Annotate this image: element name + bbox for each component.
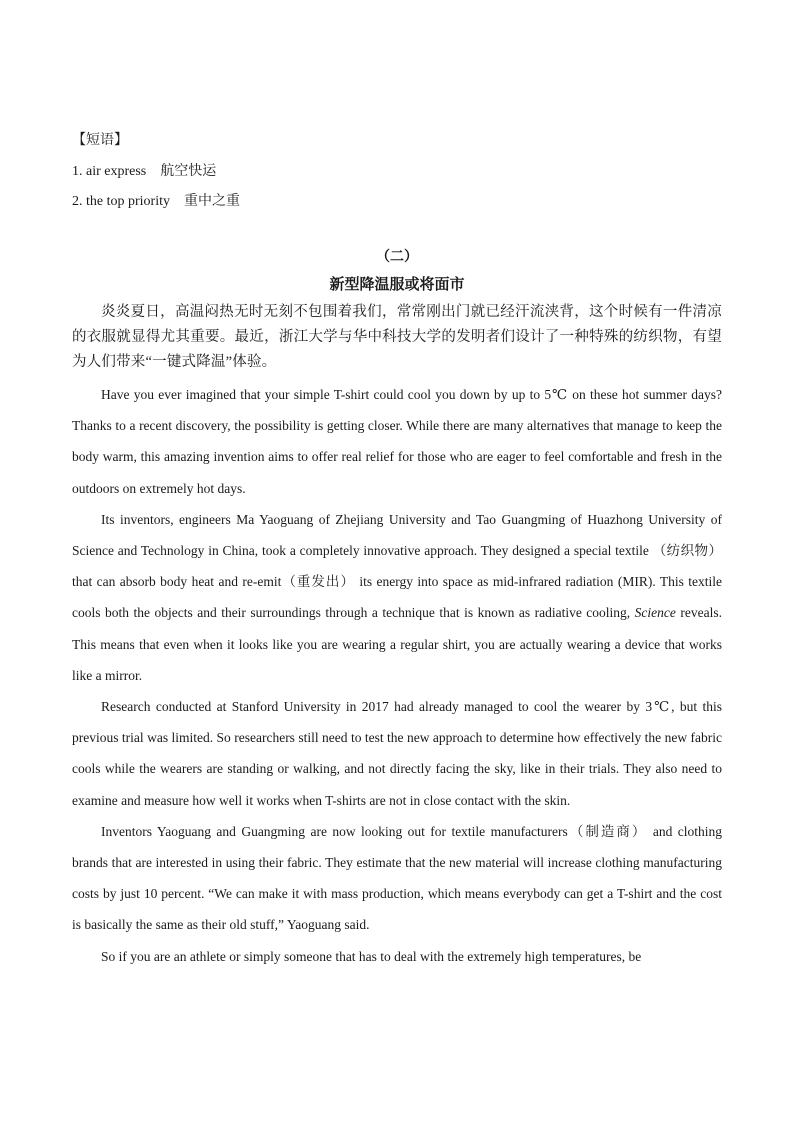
paragraph-2 <box>72 504 722 691</box>
phrase-item-1 <box>72 162 722 182</box>
paragraph-2-text-b: reveals. This means that even when it looks like you are wearing a regular shirt, you are actually wearing a device that works like a mirror. <box>72 605 722 683</box>
phrase-item-2 <box>72 192 722 212</box>
paragraph-3: Research conducted at Stanford University in 2017 had already managed to cool the wearer by 3℃, but this previous trial was limited. So researchers still need to test the new approach to determine how effectively the new fabric cools while the wearers are standing or walking, and not directly facing the sky, like in their trials. They also need to examine and measure how well it works when T-shirts are not in close contact with the skin. <box>72 699 722 808</box>
phrase-zh: 航空快运 <box>160 164 217 179</box>
paragraph-2-source: Science <box>634 605 676 621</box>
phrases-section-label: 【短语】 <box>72 133 128 148</box>
phrase-zh: 重中之重 <box>184 194 240 209</box>
paragraph-1: Have you ever imagined that your simple T-shirt could cool you down by up to 5℃ on these hot summer days? Thanks to a recent discovery, the possibility is getting closer. While there are many alternatives that manage to keep the body warm, this amazing invention aims to offer real relief for those who are eager to feel comfortable and fresh in the outdoors on extremely hot days. <box>72 387 722 496</box>
page-content <box>72 131 722 972</box>
part-number: （二） <box>376 250 418 265</box>
paragraph-4: Inventors Yaoguang and Guangming are now looking out for textile manufacturers（制造商） and clothing brands that are interested in using their fabric. They estimate that the new material will increase clothing manufacturing costs by just 10 percent. “We can make it with mass production, which means everybody can get a T-shirt and the cost is basically the same as their old stuff,” Yaoguang said. <box>72 823 722 933</box>
article-title: 新型降温服或将面市 <box>329 277 465 293</box>
intro-paragraph-zh: 炎炎夏日，高温闷热无时无刻不包围着我们，常常刚出门就已经汗流浃背，这个时候有一件清凉的衣服就显得尤其重要。最近，浙江大学与华中科技大学的发明者们设计了一种特殊的纺织物，有望为人们带来“一键式降温”体验。 <box>72 304 722 370</box>
paragraph-2-text-a: Its inventors, engineers Ma Yaoguang of Zhejiang University and Tao Guangming of Huazhong University of Science and Technology in China, took a completely innovative approach. They designed a special textile （纺织物） that can absorb body heat and re-emit（重发出） its energy into space as mid-infrared radiation (MIR). This textile cools both the objects and their surroundings through a technique that is known as radiative cooling, <box>72 511 722 621</box>
phrase-en: 2. the top priority <box>72 194 170 209</box>
paragraph-5: So if you are an athlete or simply someone that has to deal with the extremely high temperatures, be <box>101 948 642 964</box>
phrase-en: 1. air express <box>72 164 147 179</box>
